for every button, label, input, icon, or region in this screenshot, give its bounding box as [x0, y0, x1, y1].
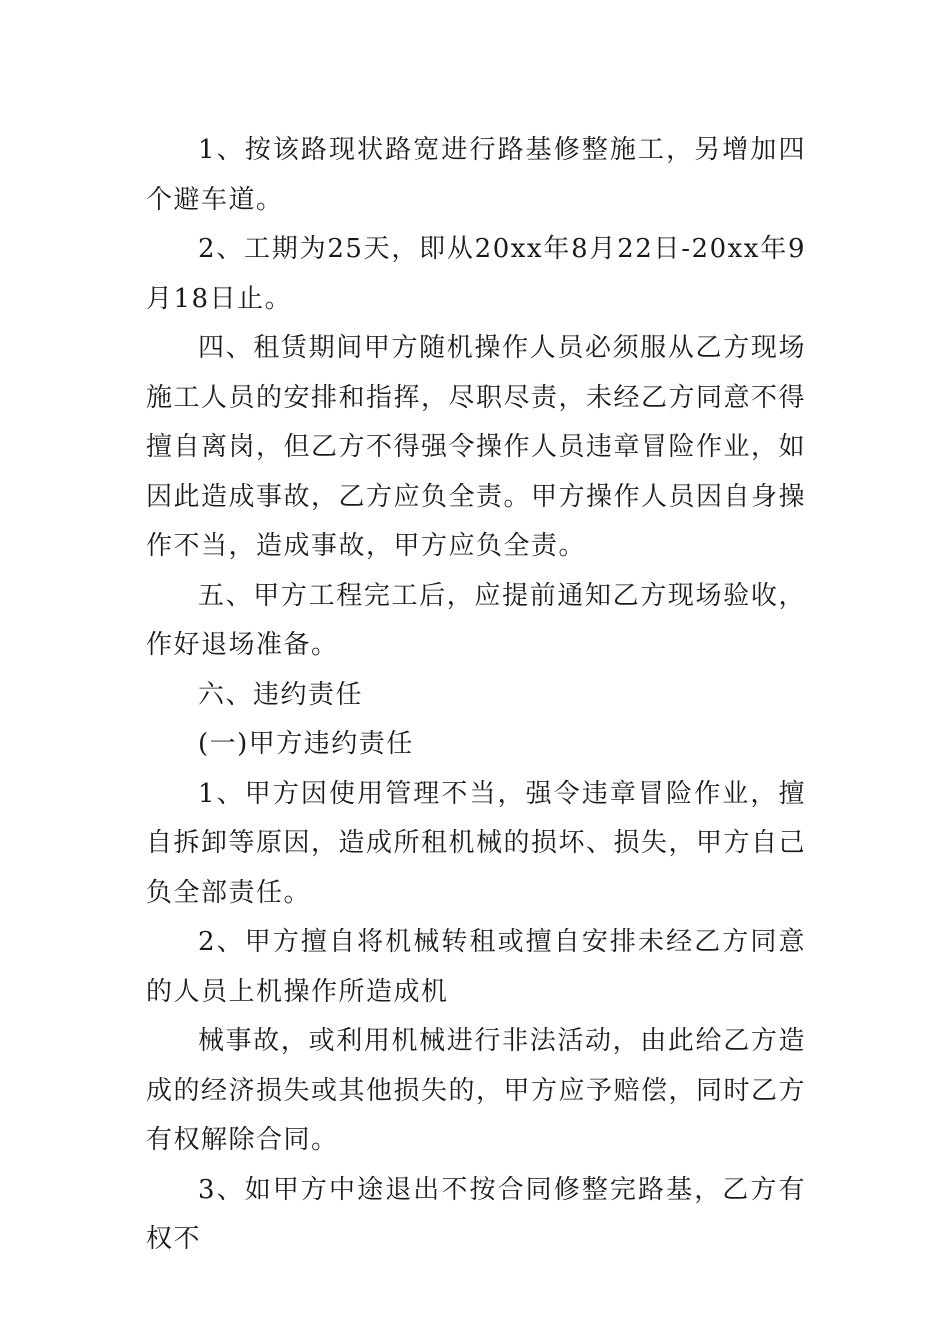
paragraph-3: 四、租赁期间甲方随机操作人员必须服从乙方现场施工人员的安排和指挥，尽职尽责，未经乙方同意不得擅自离岗，但乙方不得强令操作人员违章冒险作业，如因此造成事故，乙方应负全责。甲方操作人员因自身操作不当，造成事故，甲方应负全责。 — [146, 333, 807, 561]
paragraph-2: 2、工期为25天，即从20xx年8月22日-20xx年9月18日止。 — [146, 234, 806, 314]
paragraph-4: 五、甲方工程完工后，应提前通知乙方现场验收，作好退场准备。 — [146, 580, 806, 660]
section-heading-breach: 六、违约责任 — [198, 679, 364, 710]
paragraph-9: 械事故，或利用机械进行非法活动，由此给乙方造成的经济损失或其他损失的，甲方应予赔偿，同时乙方有权解除合同。 — [146, 1026, 807, 1155]
paragraph-10: 3、如甲方中途退出不按合同修整完路基，乙方有权不 — [146, 1174, 806, 1254]
paragraph-1: 1、按该路现状路宽进行路基修整施工，另增加四个避车道。 — [146, 135, 806, 215]
paragraph-8: 2、甲方擅自将机械转租或擅自安排未经乙方同意的人员上机操作所造成机 — [146, 927, 806, 1007]
subsection-heading-party-a: (一)甲方违约责任 — [198, 729, 414, 759]
document-body — [146, 126, 806, 1265]
paragraph-7: 1、甲方因使用管理不当，强令违章冒险作业，擅自拆卸等原因，造成所租机械的损坏、损失，甲方自己负全部责任。 — [146, 778, 807, 908]
